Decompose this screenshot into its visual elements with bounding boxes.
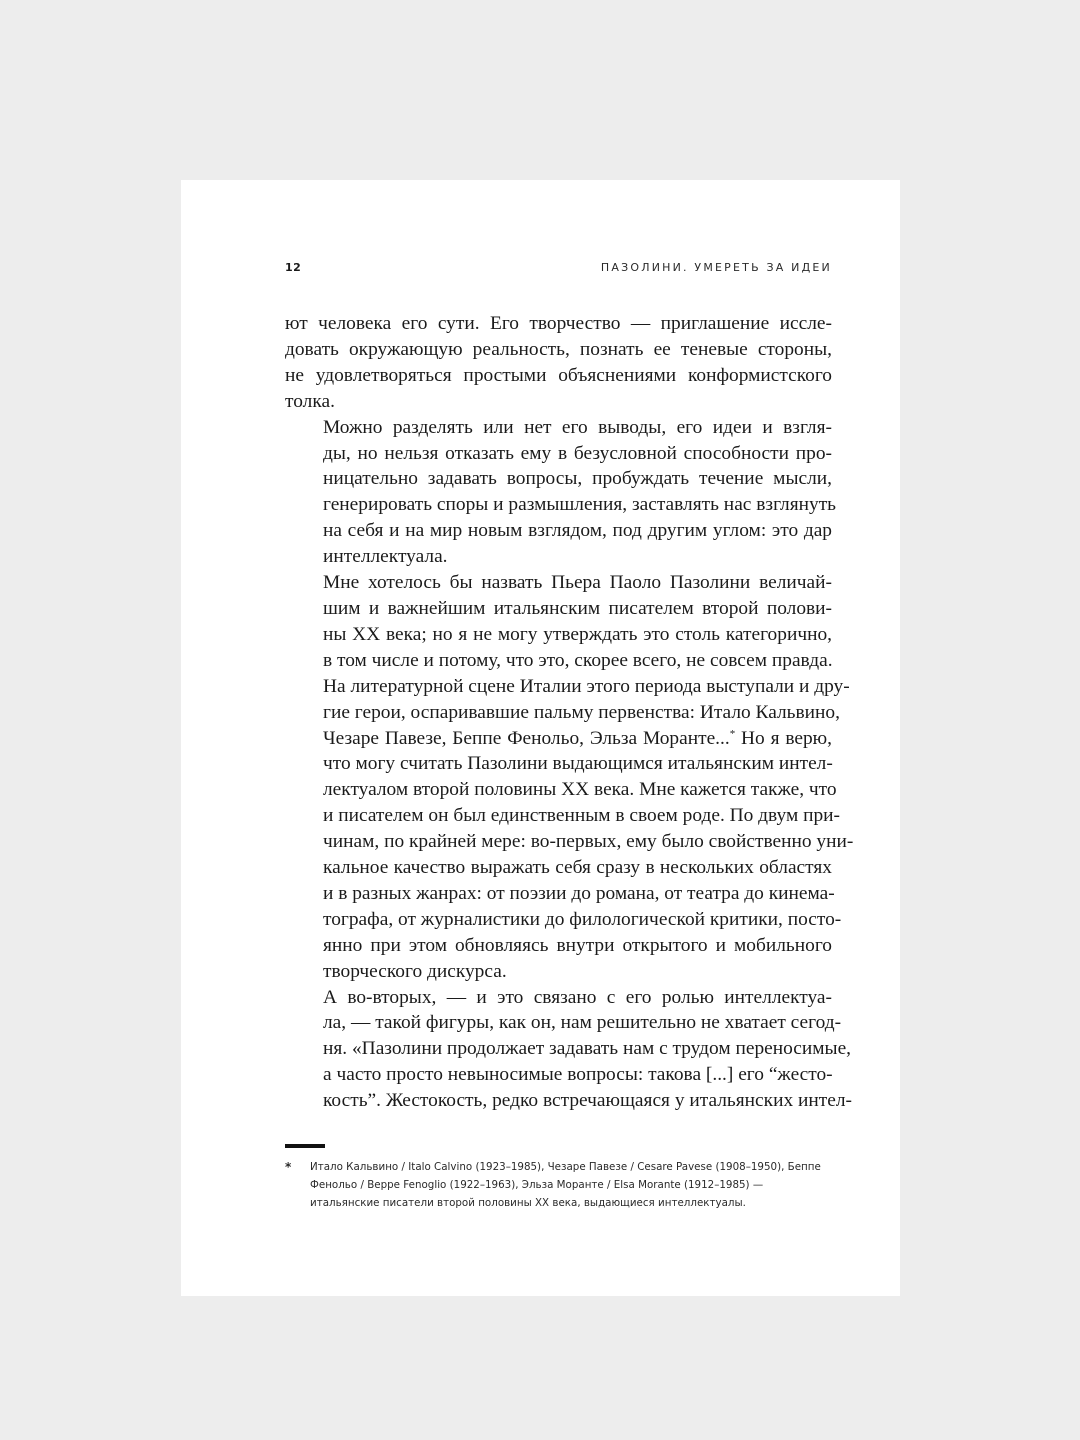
body-text [285, 311, 854, 1114]
text-line: чинам, по крайней мере: во-первых, ему было свойственно уни- [323, 831, 854, 853]
text-line: и в разных жанрах: от поэзии до романа, от театра до кинема- [323, 882, 835, 904]
text-line: Мне хотелось бы назвать Пьера Паоло Пазолини величай- [323, 572, 832, 594]
book-page [181, 180, 900, 1296]
text-line: Чезаре Павезе, Беппе Фенольо, Эльза Моранте...* Но я верю, [323, 727, 832, 749]
text-line: толка. [285, 390, 335, 412]
footnote-divider [285, 1144, 325, 1148]
text-line: А во-вторых, — и это связано с его ролью интеллектуа- [323, 986, 832, 1008]
running-header [285, 261, 832, 277]
text-line: генерировать споры и размышления, заставлять нас взглянуть [323, 494, 837, 516]
text-line: ны XX века; но я не могу утверждать это столь категорично, [323, 623, 832, 645]
text-line: кальное качество выражать себя сразу в нескольких областях [323, 857, 832, 879]
text-line: На литературной сцене Италии этого периода выступали и дру- [323, 675, 850, 697]
text-line: в том числе и потому, что это, скорее всего, не совсем правда. [323, 649, 833, 671]
text-line: ют человека его сути. Его творчество — приглашение иссле- [285, 313, 832, 334]
text-line: и писателем он был единственным в своем роде. По двум при- [323, 805, 841, 827]
footnote-reference[interactable]: * [729, 727, 736, 740]
text-line: ла, — такой фигуры, как он, нам решительно не хватает сегод- [323, 1012, 842, 1034]
text-line: янно при этом обновляясь внутри открытого и мобильного [323, 934, 832, 956]
text-line: творческого дискурса. [323, 960, 507, 982]
paragraph [285, 570, 854, 985]
text-line: что могу считать Пазолини выдающимся итальянским интел- [323, 753, 833, 775]
text-line: ня. «Пазолини продолжает задавать нам с трудом переносимые, [323, 1038, 852, 1060]
text-line: ницательно задавать вопросы, пробуждать течение мысли, [323, 468, 832, 490]
footnote-marker: * [285, 1160, 292, 1174]
paragraph [285, 985, 852, 1115]
text-line: ды, но нельзя отказать ему в безусловной способности про- [323, 442, 832, 464]
text-line: интеллектуала. [323, 546, 448, 568]
paragraph [285, 311, 832, 415]
text-line: лектуалом второй половины XX века. Мне кажется также, что [323, 779, 837, 801]
footnote [285, 1158, 832, 1212]
text-line: тографа, от журналистики до филологической критики, посто- [323, 908, 842, 930]
paragraph [285, 415, 837, 570]
running-title: ПАЗОЛИНИ. УМЕРЕТЬ ЗА ИДЕИ [600, 261, 832, 274]
text-line: кость”. Жестокость, редко встречающаяся у итальянских интел- [323, 1090, 852, 1112]
text-line: довать окружающую реальность, познать ее теневые стороны, [285, 338, 832, 360]
text-line: не удовлетворяться простыми объяснениями конформистского [285, 364, 832, 386]
page-number: 12 [285, 261, 302, 274]
text-line: гие герои, оспаривавшие пальму первенства: Итало Кальвино, [323, 701, 840, 723]
text-line: шим и важнейшим итальянским писателем второй полови- [323, 597, 832, 619]
text-line: Можно разделять или нет его выводы, его идеи и взгля- [323, 416, 832, 438]
text-line: на себя и на мир новым взглядом, под другим углом: это дар [323, 520, 832, 542]
footnote-text: Итало Кальвино / Italo Calvino (1923–1985), Чезаре Павезе / Cesare Pavese (1908–1950), Беппе Фенольо / Beppe Fenoglio (1922–1963), Эльза Моранте / Elsa Morante (1912–1985) — итальянские писатели второй половины XX века, выдающиеся интеллектуалы. [310, 1161, 821, 1209]
text-fragment: Но я верю, [735, 727, 832, 749]
text-line: а часто просто невыносимые вопросы: такова [...] его “жесто- [323, 1064, 833, 1086]
